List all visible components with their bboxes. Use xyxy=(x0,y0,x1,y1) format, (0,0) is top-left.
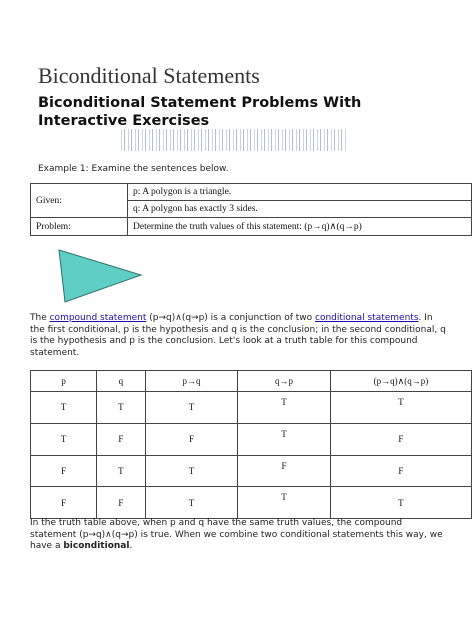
cell-p: T xyxy=(31,423,97,455)
decorative-banner-image xyxy=(121,129,347,151)
paragraph-text: . xyxy=(129,541,133,552)
cell-p-implies-q: T xyxy=(145,455,238,487)
cell-p: T xyxy=(31,392,97,424)
given-table xyxy=(30,183,472,236)
header-p: p xyxy=(31,371,97,392)
cell-p: F xyxy=(31,455,97,487)
p-statement: p: A polygon is a triangle. xyxy=(128,184,472,201)
cell-q: T xyxy=(97,455,146,487)
page-title: Biconditional Statements xyxy=(38,63,260,88)
problem-text: Determine the truth values of this statement: (p→q)∧(q→p) xyxy=(128,218,472,236)
cell-p-implies-q: F xyxy=(145,423,238,455)
given-label: Given: xyxy=(31,184,128,218)
problem-row xyxy=(31,218,472,236)
truth-table-header-row xyxy=(31,371,472,392)
cell-q: F xyxy=(97,487,146,519)
cell-p: F xyxy=(31,487,97,519)
cell-q-implies-p: T xyxy=(238,392,331,424)
biconditional-term: biconditional xyxy=(63,541,130,552)
cell-q: T xyxy=(97,392,146,424)
cell-q-implies-p: T xyxy=(238,487,331,519)
truth-table-row xyxy=(31,423,472,455)
compound-statement-paragraph xyxy=(30,313,450,359)
paragraph-text: (p→q)∧(q→p) is a conjunction of two xyxy=(146,313,315,323)
header-biconditional: (p→q)∧(q→p) xyxy=(330,371,471,392)
compound-statement-link[interactable]: compound statement xyxy=(49,313,147,323)
page-subtitle: Biconditional Statement Problems With Interactive Exercises xyxy=(38,95,362,129)
paragraph-text: In the truth table above, when p and q have the same truth values, the compound statement (p→q)∧(q→p) is true. When we combine two conditional statements this way, we have a xyxy=(30,518,443,552)
given-row-p xyxy=(31,184,472,201)
cell-biconditional: F xyxy=(330,455,471,487)
truth-table xyxy=(30,370,472,519)
header-p-implies-q: p→q xyxy=(145,371,238,392)
biconditional-paragraph xyxy=(30,518,450,553)
example-intro: Example 1: Examine the sentences below. xyxy=(38,164,229,174)
cell-biconditional: F xyxy=(330,423,471,455)
header-q-implies-p: q→p xyxy=(238,371,331,392)
cell-biconditional: T xyxy=(330,392,471,424)
paragraph-text: . In the first conditional, p is the hypothesis and q is the conclusion; in the second conditional, q is the hypothesis and p is the conclusion. Let's look at a truth table for this compound statement. xyxy=(30,313,446,358)
triangle-illustration xyxy=(57,248,147,304)
truth-table-row xyxy=(31,392,472,424)
truth-table-row xyxy=(31,455,472,487)
cell-p-implies-q: T xyxy=(145,487,238,519)
problem-label: Problem: xyxy=(31,218,128,236)
cell-q-implies-p: T xyxy=(238,423,331,455)
header-q: q xyxy=(97,371,146,392)
cell-q: F xyxy=(97,423,146,455)
cell-q-implies-p: F xyxy=(238,455,331,487)
cell-p-implies-q: T xyxy=(145,392,238,424)
truth-table-row xyxy=(31,487,472,519)
q-statement: q: A polygon has exactly 3 sides. xyxy=(128,201,472,218)
paragraph-text: The xyxy=(30,313,50,323)
conditional-statements-link[interactable]: conditional statements xyxy=(315,313,419,323)
cell-biconditional: T xyxy=(330,487,471,519)
